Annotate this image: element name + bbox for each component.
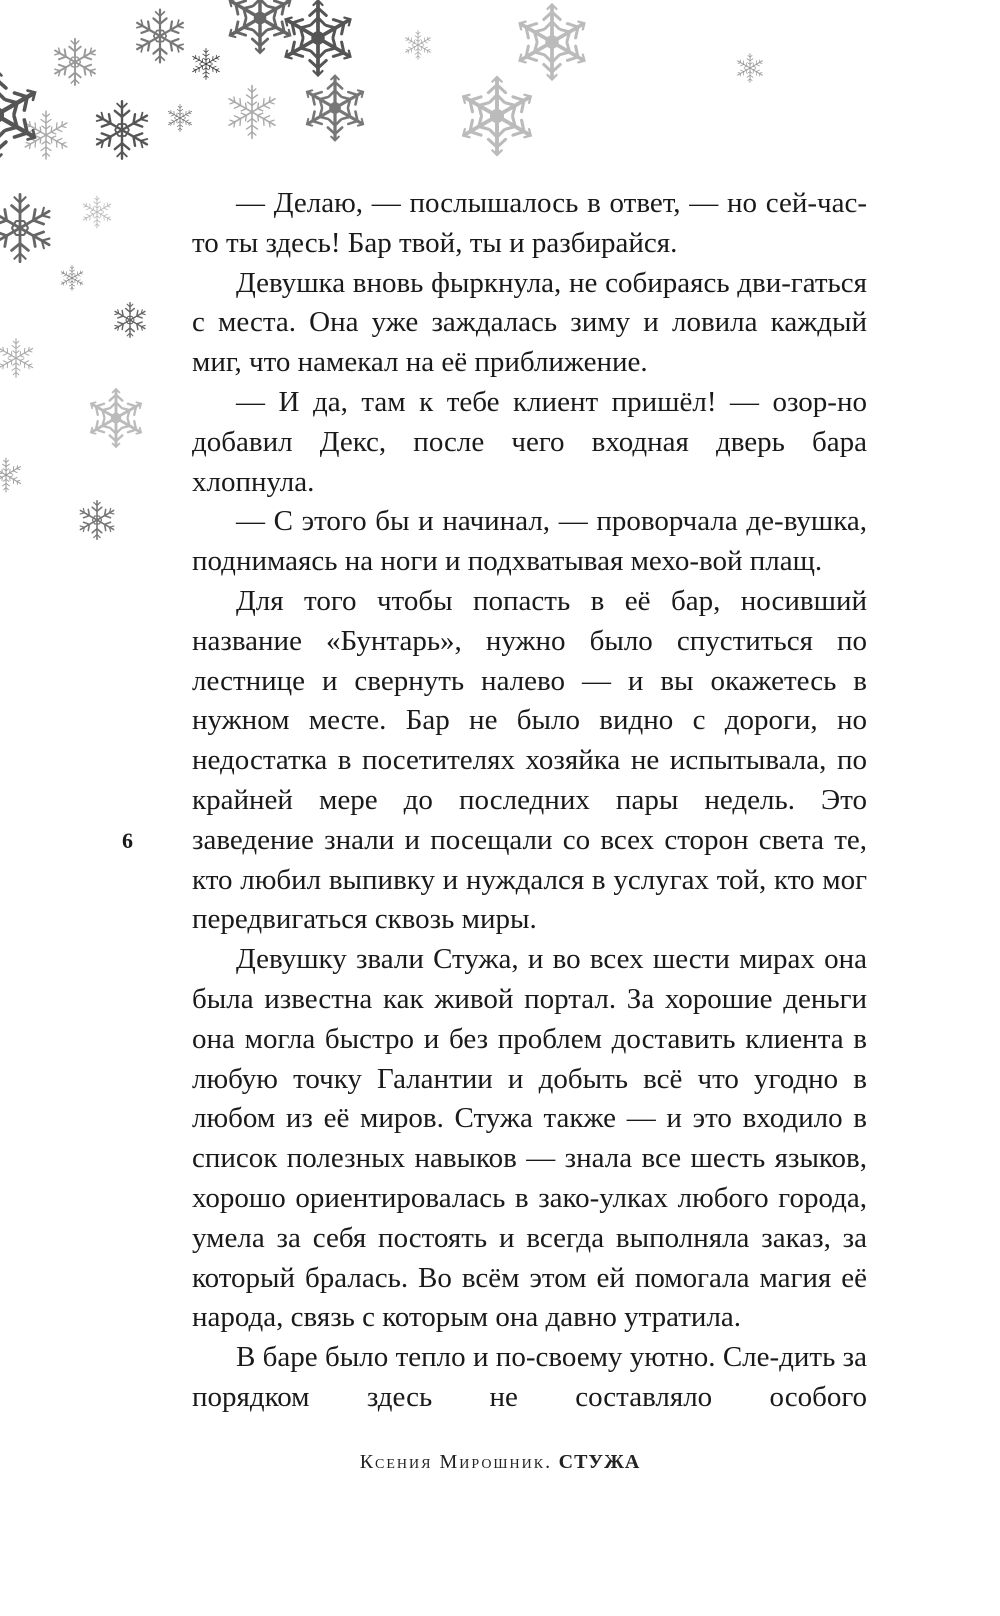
snowflake-icon (226, 86, 277, 139)
paragraph: Для того чтобы попасть в её бар, носивший название «Бунтарь», нужно было спуститься по лестнице и свернуть налево — и вы окажетесь в нужном месте. Бар не было видно с дороги, но недостатка в посетителях хозяйка не испытывала, по крайней мере до последних пары недель. Это заведение знали и посещали со всех сторон света те, кто любил выпивку и нуждался в услугах той, кто мог передвигаться сквозь миры. (192, 584, 867, 936)
paragraph: — Делаю, — послышалось в ответ, — но сей-час-то ты здесь! Бар твой, ты и разбирайся. (192, 187, 867, 259)
snowflake-icon (78, 501, 116, 539)
snowflake-icon (23, 111, 70, 159)
paragraph: Девушку звали Стужа, и во всех шести мирах она была известна как живой портал. За хорошие деньги она могла быстро и без проблем доставить клиента в любую точку Галантии и добыть всё что угодно в любом из её миров. Стужа также — и это входило в список полезных навыков — знала все шесть языков, хорошо ориентировалась в зако-улках любого города, умела за себя постоять и всегда выполняла заказ, за который бралась. Во всём этом ей помогала магия её народа, связь с которым она давно утратила. (192, 943, 867, 1334)
running-footer (0, 1451, 1000, 1474)
snowflake-icon (0, 70, 40, 160)
footer-title: СТУЖА (558, 1451, 641, 1473)
snowflake-icon (191, 49, 221, 80)
snowflake-icon (303, 76, 366, 141)
snowflake-icon (60, 266, 84, 291)
snowflake-icon (736, 54, 764, 83)
snowflake-icon (404, 31, 432, 60)
snowflake-icon (226, 0, 294, 53)
snowflake-icon (113, 303, 147, 338)
snowflake-icon (82, 196, 113, 228)
snowflake-icon (0, 339, 35, 377)
paragraph: — И да, там к тебе клиент пришёл! — озор-но добавил Декс, после чего входная дверь бара хлопнула. (192, 385, 867, 498)
snowflake-icon (134, 10, 186, 63)
footer-author: Ксения Мирошник. (359, 1451, 553, 1473)
paragraph: Девушка вновь фыркнула, не собираясь дви-гаться с места. Она уже заждалась зиму и ловила каждый миг, что намекал на её приближение. (192, 266, 867, 379)
snowflake-icon (0, 194, 53, 261)
snowflake-icon (93, 101, 150, 159)
snowflake-icon (88, 389, 145, 447)
snowflake-icon (167, 105, 193, 132)
snowflake-icon (52, 39, 98, 85)
paragraph: — С этого бы и начинал, — проворчала де-вушка, поднимаясь на ноги и подхватывая мехо-вой плащ. (192, 505, 867, 578)
snowflake-icon (459, 77, 535, 155)
paragraph: В баре было тепло и по-своему уютно. Сле-дить за порядком здесь не составляло особого (192, 1341, 867, 1413)
page-number: 6 (122, 828, 133, 853)
body-text (192, 184, 867, 1418)
snowflake-icon (281, 1, 354, 76)
snowflake-icon (515, 5, 588, 80)
snowflake-icon (0, 458, 22, 492)
